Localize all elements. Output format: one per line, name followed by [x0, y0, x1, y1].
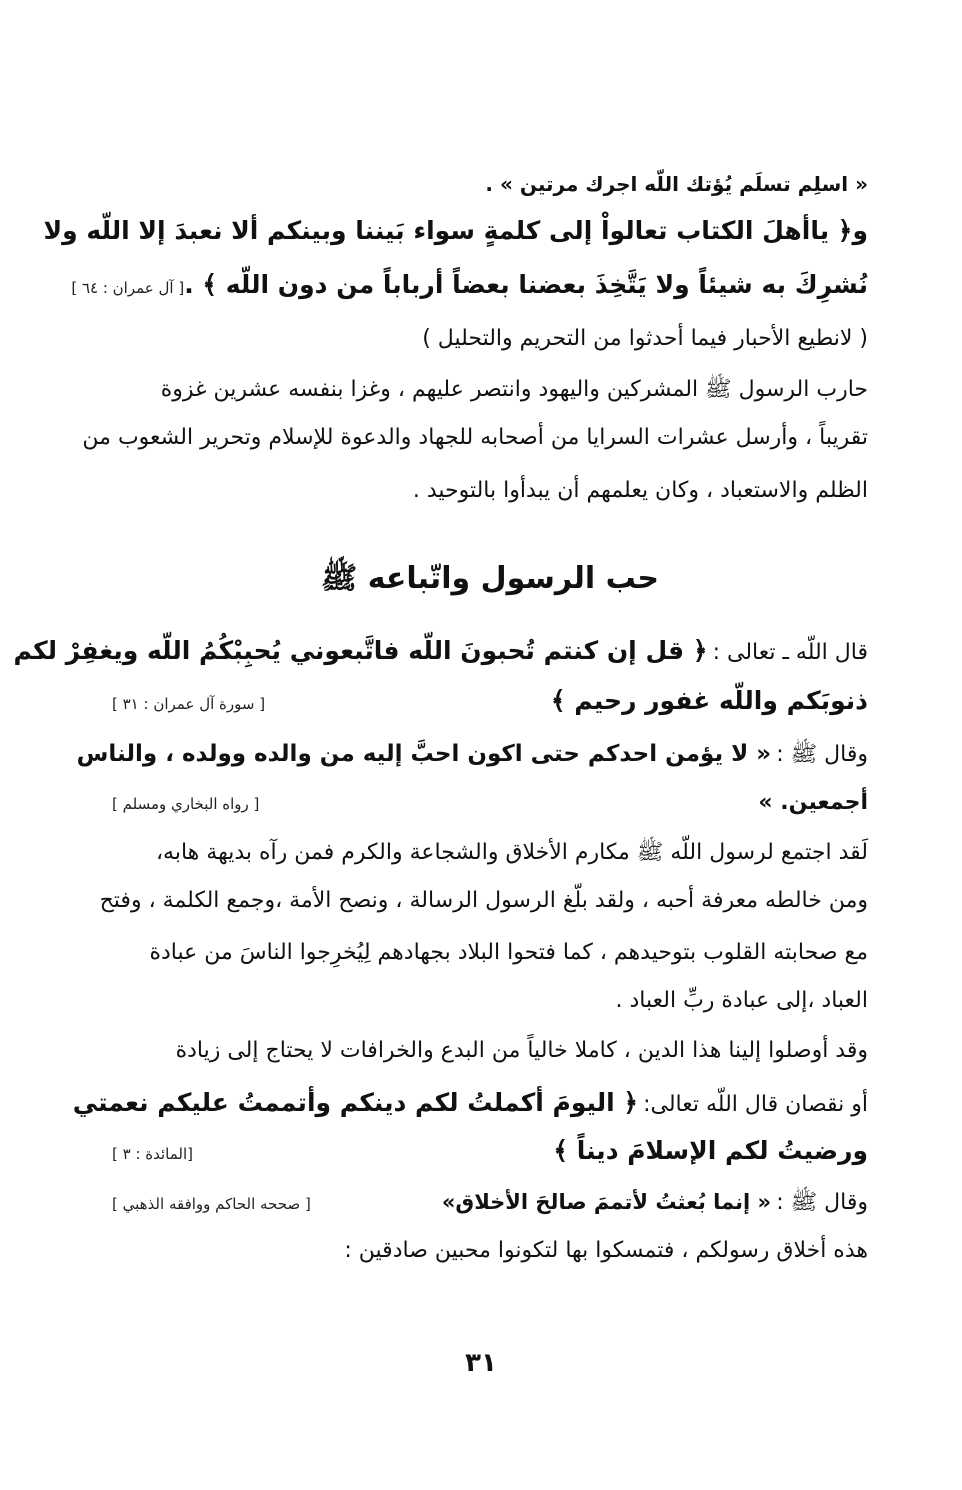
intro-text: قال اللّه ـ تعالى : — [712, 640, 868, 665]
quran-verse-line-1: و﴿ ياأهلَ الكتاب تعالواْ إلى كلمةٍ سواء بَيننا وبينكم ألا نعبدَ إلا اللّه ولا — [43, 216, 868, 245]
paragraph-line-1: حارب الرسول ﷺ المشركين واليهود وانتصر عليهم ، وغزا بنفسه عشرين غزوة — [160, 377, 868, 402]
intro-text: وقال ﷺ : — [776, 742, 868, 767]
quran-verse-line-2 — [71, 270, 868, 299]
hadith-text: « إنما بُعثتُ لأتممَ صالحَ الأخلاق» — [441, 1190, 772, 1214]
verse-reference: [ سورة آل عمران : ٣١ ] — [112, 695, 266, 713]
intro-text: أو نقصان قال اللّه تعالى: — [643, 1092, 868, 1117]
paragraph2-line-4: العباد ،إلى عبادة ربِّ العباد . — [615, 988, 868, 1013]
paragraph-line-3: الظلم والاستعباد ، وكان يعلمهم أن يبدأوا بالتوحيد . — [412, 478, 868, 503]
hadith-text: « لا يؤمن احدكم حتى اكون احبَّ إليه من والده وولده ، والناس — [76, 741, 772, 767]
paragraph3-line-1: وقد أوصلوا إلينا هذا الدين ، كاملا خالياً من البدع والخرافات لا يحتاج إلى زيادة — [175, 1038, 868, 1063]
quran-verse-text: ذنوبَكم واللّه غفور رحيم ﴾ — [550, 686, 868, 715]
quran-verse-text: نُشرِكَ به شيئاً ولا يَتَّخِذَ بعضنا بعضاً أرباباً من دون اللّه ﴾ . — [184, 270, 868, 299]
hadith-line-1: « اسلِم تسلَم يُؤتك اللّه اجرك مرتين » . — [485, 172, 868, 196]
quran-verse-text: ﴿ قل إن كنتم تُحبونَ اللّه فاتَّبعوني يُحبِبْكُمُ اللّه ويغفِرْ لكم — [13, 636, 708, 665]
hadith-reference: [ رواه البخاري ومسلم ] — [112, 795, 260, 813]
intro-text: وقال ﷺ : — [776, 1190, 868, 1215]
paragraph2-line-2: ومن خالطه معرفة أحبه ، ولقد بلّغ الرسول الرسالة ، ونصح الأمة ،وجمع الكلمة ، وفتح — [99, 888, 868, 913]
paragraph2-line-3: مع صحابته القلوب بتوحيدهم ، كما فتحوا البلاد بجهادهم لِيُخرِجوا الناسَ من عبادة — [149, 940, 868, 965]
hadith-text: أجمعين. » — [758, 790, 868, 815]
section-line-4 — [112, 790, 868, 815]
hadith-reference: [ صححه الحاكم ووافقه الذهبي ] — [112, 1195, 311, 1213]
hadith-line-2 — [112, 1188, 868, 1220]
section-line-2 — [112, 686, 868, 715]
paragraph2-line-1: لَقد اجتمع لرسول اللّه ﷺ مكارم الأخلاق والشجاعة والكرم فمن رآه بديهة هابه، — [155, 840, 868, 865]
hadith-group — [442, 1188, 868, 1220]
paragraph3-line-2 — [72, 1088, 868, 1117]
quran-verse-text: ورضيتُ لكم الإسلامَ ديناً ﴾ — [553, 1136, 868, 1165]
verse-reference: [ آل عمران : ٦٤ ] — [71, 279, 185, 297]
page-number: ٣١ — [465, 1348, 497, 1378]
paragraph3-line-3 — [112, 1136, 868, 1165]
section-heading: حب الرسول واتّباعه ﷺ — [321, 561, 659, 596]
section-line-3 — [76, 740, 868, 772]
section-line-1 — [13, 636, 868, 665]
verse-reference: [المائدة : ٣ ] — [112, 1145, 194, 1163]
quran-verse-text: ﴿ اليومَ أكملتُ لكم دينكم وأتممتُ عليكم نعمتي — [72, 1088, 639, 1117]
closing-line: هذه أخلاق رسولكم ، فتمسكوا بها لتكونوا محبين صادقين : — [344, 1238, 868, 1263]
paragraph-line-2: تقريباً ، وأرسل عشرات السرايا من أصحابه للجهاد والدعوة للإسلام وتحرير الشعوب من — [82, 425, 868, 450]
commentary-line: ( لانطيع الأحبار فيما أحدثوا من التحريم والتحليل ) — [422, 326, 868, 351]
